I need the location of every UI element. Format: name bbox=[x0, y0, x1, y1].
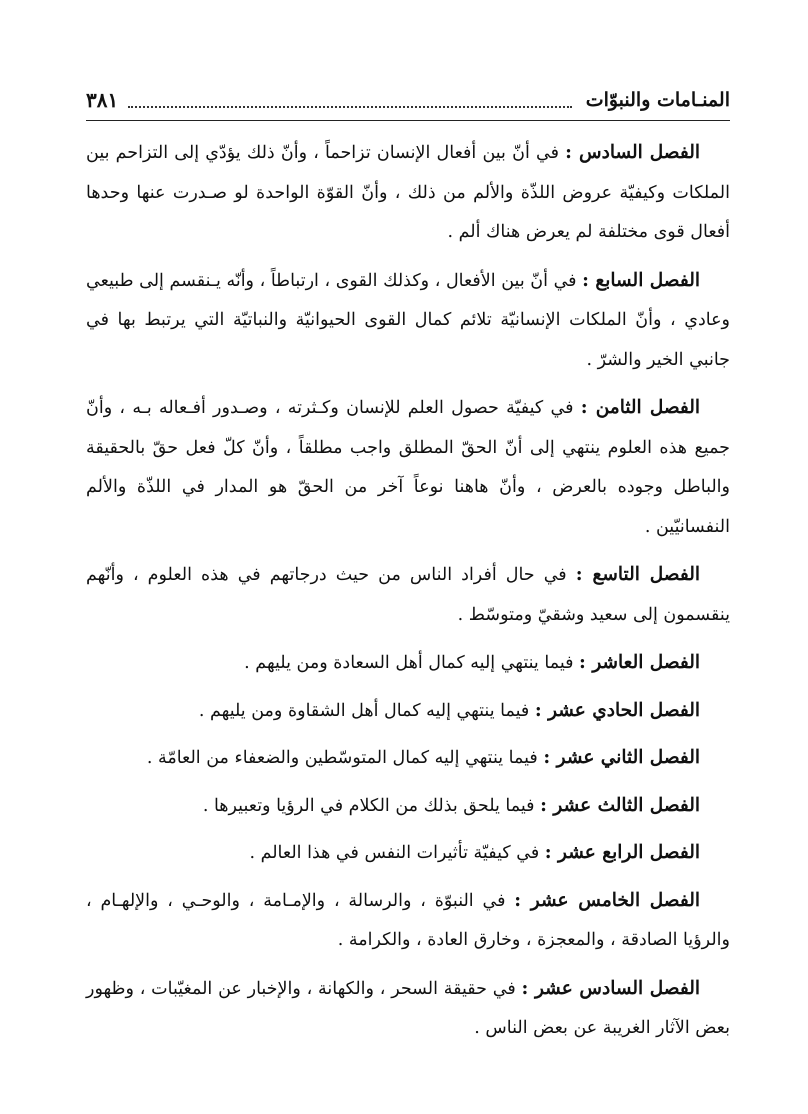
section-title: الفصل الثامن : bbox=[580, 397, 701, 418]
section-8 bbox=[86, 388, 730, 547]
section-title: الفصل الحادي عشر : bbox=[534, 699, 700, 721]
section-12 bbox=[86, 738, 730, 779]
section-text: في النبوّة ، والرسالة ، والإمـامة ، والوحـي ، والإلهـام ، والرؤيا الصادقة ، والمعجزة ، وخارق العادة ، والكرامة . bbox=[86, 890, 730, 950]
section-title: الفصل السادس عشر : bbox=[521, 977, 700, 999]
section-text: في كيفيّة تأثيرات النفس في هذا العالم . bbox=[249, 843, 540, 863]
section-7 bbox=[86, 261, 730, 381]
section-title: الفصل الثالث عشر : bbox=[540, 794, 700, 816]
section-14 bbox=[86, 833, 730, 874]
section-16 bbox=[86, 969, 730, 1049]
section-title: الفصل التاسع : bbox=[575, 564, 700, 585]
section-title: الفصل الخامس عشر : bbox=[514, 889, 700, 911]
section-9 bbox=[86, 555, 730, 635]
section-title: الفصل العاشر : bbox=[579, 652, 700, 673]
page-header bbox=[86, 80, 730, 121]
section-15 bbox=[86, 881, 730, 961]
section-13 bbox=[86, 786, 730, 827]
section-title: الفصل السابع : bbox=[582, 269, 700, 291]
section-title: الفصل الثاني عشر : bbox=[543, 747, 700, 768]
section-text: فيما يلحق بذلك من الكلام في الرؤيا وتعبيرها . bbox=[202, 795, 535, 816]
section-text: فيما ينتهي إليه كمال المتوسّطين والضعفاء من العامّة . bbox=[146, 748, 538, 768]
dotted-leader bbox=[128, 92, 571, 108]
section-text: في كيفيّة حصول العلم للإنسان وكـثرته ، وصـدور أفـعاله بـه ، وأنّ جميع هذه العلوم ينتهي إلى أنّ الحقّ المطلق واجب مطلقاً ، وأنّ كلّ فعل حقّ بالحقيقة والباطل وجوده بالعرض ، وأنّ هاهنا نوعاً آخر من الحقّ هو المدار في اللذّة والألم النفسانيّين . bbox=[86, 398, 730, 537]
section-text: فيما ينتهي إليه كمال أهل السعادة ومن يليهم . bbox=[244, 653, 574, 673]
running-title: المنـامات والنبوّات bbox=[585, 89, 730, 111]
section-text: في أنّ بين أفعال الإنسان تزاحماً ، وأنّ ذلك يؤدّي إلى التزاحم بين الملكات وكيفيّة عروض اللذّة والألم من ذلك ، وأنّ القوّة الواحدة لو صـدرت عنها وحدها أفعال قوى مختلفة لم يعرض هناك ألم . bbox=[86, 143, 730, 242]
book-page bbox=[86, 80, 730, 1057]
section-text: في حال أفراد الناس من حيث درجاتهم في هذه العلوم ، وأنّهم ينقسمون إلى سعيد وشقيّ ومتوسّط . bbox=[86, 565, 730, 625]
section-10 bbox=[86, 643, 730, 684]
page-number: ٣٨١ bbox=[86, 88, 119, 112]
section-text: في حقيقة السحر ، والكهانة ، والإخبار عن المغيّبات ، وظهور بعض الآثار الغريبة عن بعض الناس . bbox=[86, 978, 730, 1038]
section-text: فيما ينتهي إليه كمال أهل الشقاوة ومن يليهم . bbox=[198, 700, 530, 721]
section-title: الفصل الرابع عشر : bbox=[544, 842, 700, 863]
section-text: في أنّ بين الأفعال ، وكذلك القوى ، ارتباطاً ، وأنّه يـنقسم إلى طبيعي وعادي ، وأنّ الملكات الإنسانيّة تلائم كمال القوى الحيوانيّة والنباتيّة التي يرتبط بها في جانبي الخير والشرّ . bbox=[86, 270, 730, 370]
section-6 bbox=[86, 133, 730, 253]
section-title: الفصل السادس : bbox=[565, 142, 700, 163]
section-11 bbox=[86, 691, 730, 732]
